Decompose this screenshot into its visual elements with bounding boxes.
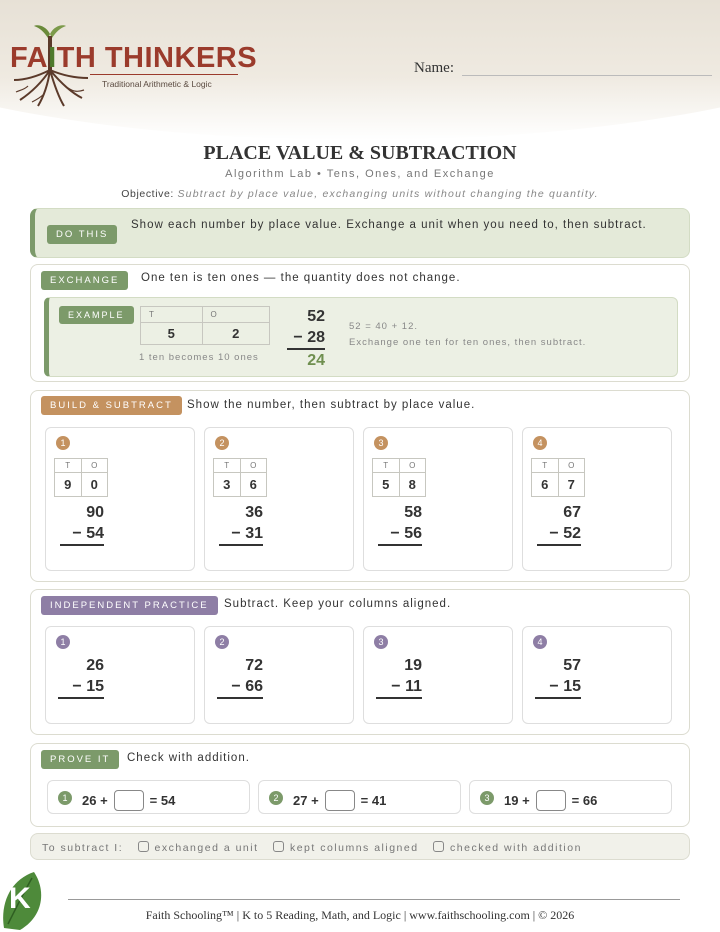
example-caption: 1 ten becomes 10 ones [139, 352, 259, 363]
prove-it-card [30, 743, 690, 827]
example-note-1: 52 = 40 + 12. [349, 321, 418, 332]
example-top: 52 [307, 308, 325, 325]
practice-card [30, 589, 690, 735]
objective [0, 188, 720, 200]
example-place-value-table [140, 306, 270, 345]
example-label: EXAMPLE [59, 306, 134, 324]
do-this-text: Show each number by place value. Exchange a unit when you need to, then subtract. [131, 219, 647, 231]
minuend: 26 [86, 657, 104, 674]
tens-value: 5 [373, 473, 400, 497]
subtrahend: − 31 [219, 523, 263, 546]
prove-label: PROVE IT [41, 750, 119, 769]
checkbox[interactable] [273, 841, 284, 852]
build-problem [45, 427, 195, 571]
ones-header: O [81, 459, 108, 473]
subtrahend: − 54 [60, 523, 104, 546]
build-text: Show the number, then subtract by place value. [187, 399, 476, 411]
problem-number-badge: 4 [533, 635, 547, 649]
subtrahend: − 15 [535, 676, 581, 699]
addition-check [469, 780, 672, 814]
problem-number-badge: 1 [56, 436, 70, 450]
tens-header: T [214, 459, 241, 473]
subtrahend: − 52 [537, 523, 581, 546]
exchange-card [30, 264, 690, 382]
place-value-table[interactable] [372, 458, 426, 497]
ones-value: 6 [240, 473, 267, 497]
problem-number-badge: 2 [269, 791, 283, 805]
build-problem [522, 427, 672, 571]
tens-header: T [532, 459, 559, 473]
example-stack [287, 306, 325, 371]
tens-value: 3 [214, 473, 241, 497]
subtraction-stack [378, 502, 422, 546]
tens-value: 5 [141, 323, 203, 345]
place-value-table[interactable] [54, 458, 108, 497]
minuend: 57 [563, 657, 581, 674]
addition-check [47, 780, 250, 814]
ones-header: O [558, 459, 585, 473]
ones-value: 0 [81, 473, 108, 497]
footer-divider [68, 899, 680, 900]
objective-label: Objective: [121, 188, 174, 200]
example-box [44, 297, 678, 377]
practice-problem [363, 626, 513, 724]
problem-number-badge: 3 [374, 436, 388, 450]
problem-number-badge: 4 [533, 436, 547, 450]
subtrahend: − 15 [58, 676, 104, 699]
tens-header: T [55, 459, 82, 473]
problem-number-badge: 2 [215, 436, 229, 450]
subtraction-stack [219, 502, 263, 546]
name-field-line[interactable] [462, 75, 712, 76]
problem-number-badge: 2 [215, 635, 229, 649]
subtrahend: − 66 [217, 676, 263, 699]
subtraction-stack [535, 655, 581, 699]
subtrahend: − 56 [378, 523, 422, 546]
minuend: 72 [245, 657, 263, 674]
subtraction-stack [60, 502, 104, 546]
addition-check [258, 780, 461, 814]
practice-problem [204, 626, 354, 724]
subtraction-stack [58, 655, 104, 699]
minuend: 36 [245, 504, 263, 521]
exchange-label: EXCHANGE [41, 271, 128, 290]
checklist-item[interactable]: exchanged a unit [138, 842, 259, 854]
problem-number-badge: 1 [58, 791, 72, 805]
practice-problem [522, 626, 672, 724]
subtraction-stack [376, 655, 422, 699]
ones-header: O [240, 459, 267, 473]
build-label: BUILD & SUBTRACT [41, 396, 182, 415]
practice-label: INDEPENDENT PRACTICE [41, 596, 218, 615]
footer-text: Faith Schooling™ | K to 5 Reading, Math, and Logic | www.faithschooling.com | © 2026 [145, 908, 575, 922]
addition-expression: 26 + = 54 [82, 790, 175, 811]
example-answer: 24 [307, 352, 325, 369]
place-value-table[interactable] [213, 458, 267, 497]
practice-text: Subtract. Keep your columns aligned. [224, 598, 452, 610]
page-subtitle: Algorithm Lab • Tens, Ones, and Exchange [225, 168, 495, 180]
minuend: 19 [404, 657, 422, 674]
tens-value: 9 [55, 473, 82, 497]
ones-value: 7 [558, 473, 585, 497]
minuend: 67 [563, 504, 581, 521]
do-this-card [30, 208, 690, 258]
subtraction-stack [217, 655, 263, 699]
example-note-2: Exchange one ten for ten ones, then subtract. [349, 337, 587, 348]
logo-wordmark: FAITH THINKERS [10, 42, 258, 74]
place-value-table[interactable] [531, 458, 585, 497]
ones-header: O [399, 459, 426, 473]
checklist-lead: To subtract I: [42, 842, 124, 854]
ones-value: 2 [202, 323, 269, 345]
logo-underline [90, 74, 238, 75]
problem-number-badge: 3 [374, 635, 388, 649]
ones-header: O [202, 307, 269, 323]
problem-number-badge: 3 [480, 791, 494, 805]
logo-tagline: Traditional Arithmetic & Logic [102, 79, 212, 89]
exchange-text: One ten is ten ones — the quantity does not change. [141, 272, 461, 284]
checklist-item[interactable]: checked with addition [433, 842, 582, 854]
objective-text: Subtract by place value, exchanging units without changing the quantity. [177, 188, 599, 200]
ones-value: 8 [399, 473, 426, 497]
tens-header: T [373, 459, 400, 473]
checklist-item[interactable]: kept columns aligned [273, 842, 419, 854]
addition-expression: 27 + = 41 [293, 790, 386, 811]
minuend: 90 [86, 504, 104, 521]
addition-expression: 19 + = 66 [504, 790, 597, 811]
tens-value: 6 [532, 473, 559, 497]
build-problem [363, 427, 513, 571]
subtraction-stack [537, 502, 581, 546]
name-label: Name: [414, 60, 454, 76]
build-problem [204, 427, 354, 571]
checklist-bar [30, 833, 690, 860]
example-bottom: − 28 [287, 327, 325, 350]
build-subtract-card [30, 390, 690, 582]
checkbox[interactable] [433, 841, 444, 852]
tens-header: T [141, 307, 203, 323]
answer-box[interactable] [536, 790, 566, 811]
corner-logo-letter: K [9, 882, 31, 915]
problem-number-badge: 1 [56, 635, 70, 649]
minuend: 58 [404, 504, 422, 521]
subtrahend: − 11 [376, 676, 422, 699]
checkbox[interactable] [138, 841, 149, 852]
prove-text: Check with addition. [127, 752, 250, 764]
answer-box[interactable] [325, 790, 355, 811]
checklist-row [42, 841, 582, 854]
do-this-label: DO THIS [47, 225, 117, 244]
answer-box[interactable] [114, 790, 144, 811]
page-title: PLACE VALUE & SUBTRACTION [203, 142, 517, 164]
practice-problem [45, 626, 195, 724]
